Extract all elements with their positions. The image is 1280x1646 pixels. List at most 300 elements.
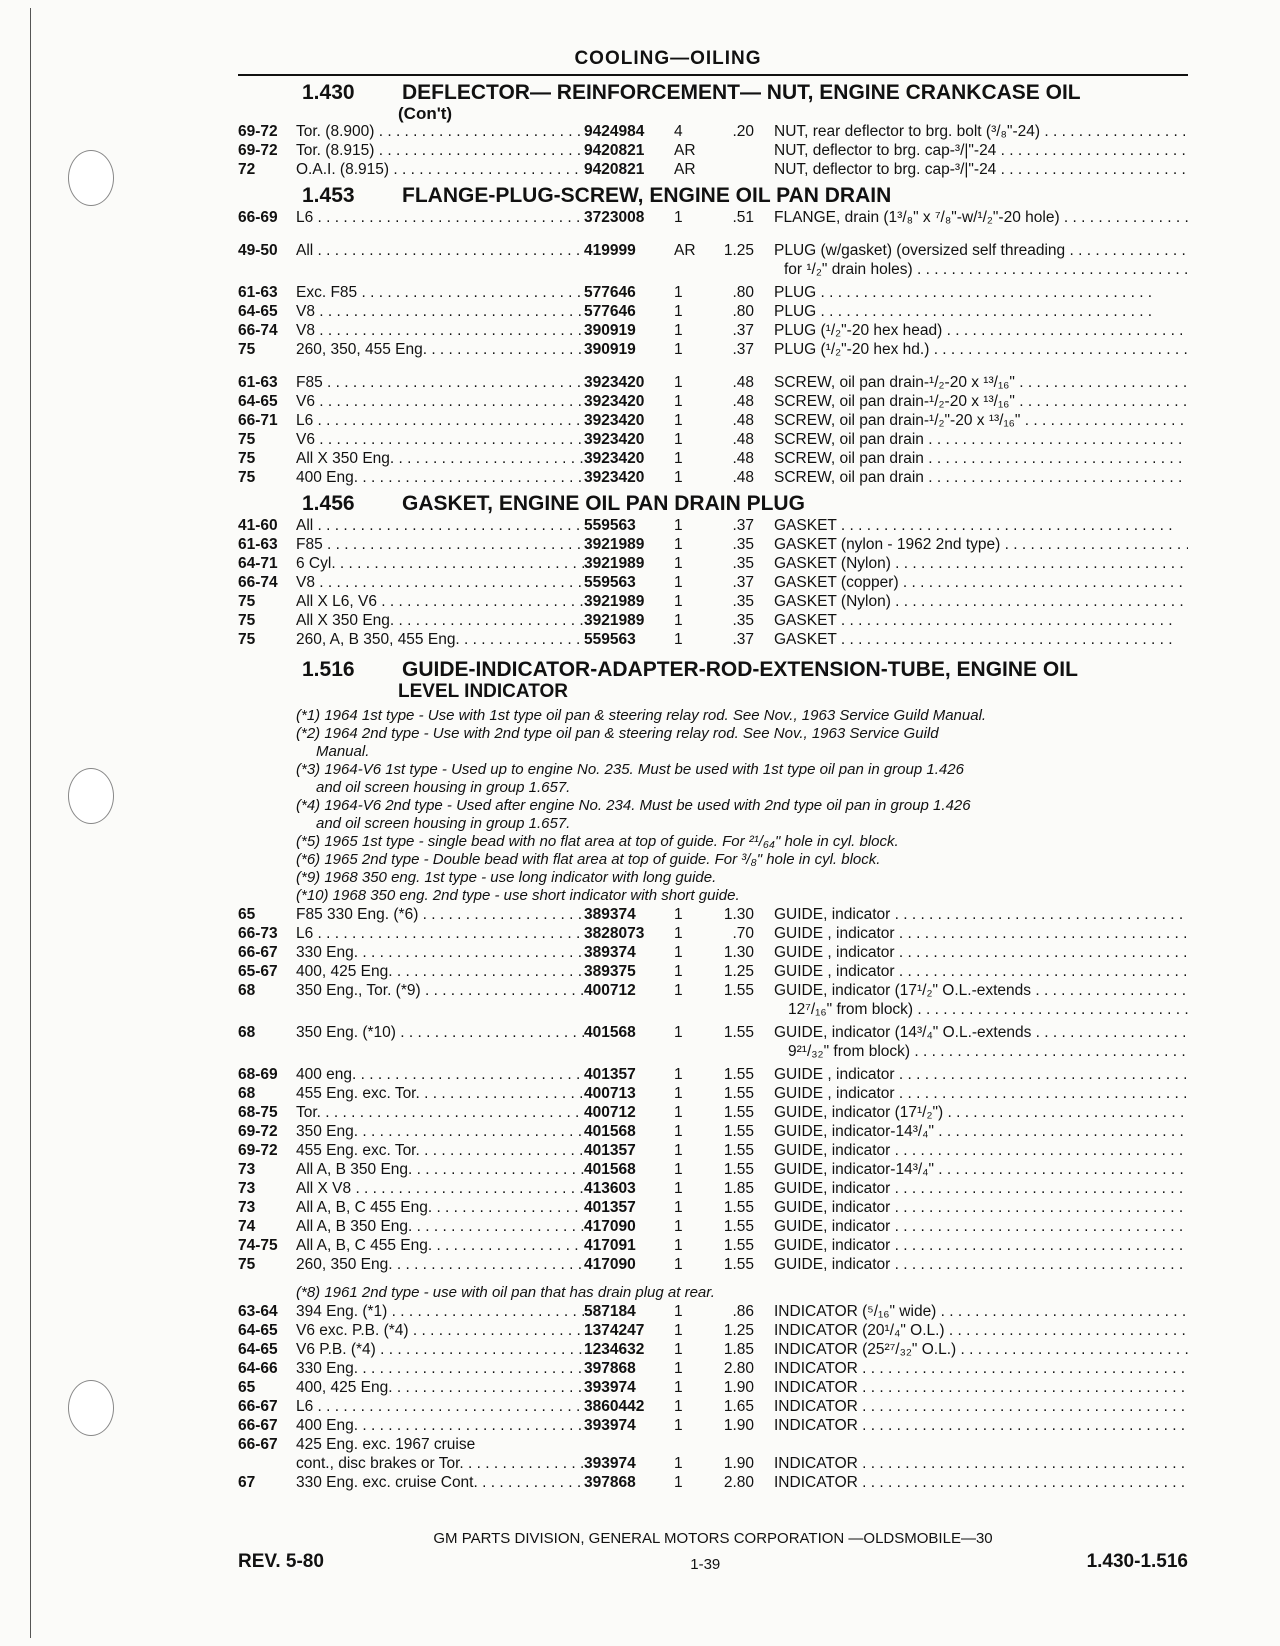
price: 1.85 bbox=[723, 1180, 754, 1197]
price: 1.25 bbox=[723, 963, 754, 980]
quantity: AR bbox=[674, 161, 696, 178]
quantity: AR bbox=[674, 142, 696, 159]
note-line: (*6) 1965 2nd type - Double bead with flat area at top of guide. For ³/₈" hole in cyl. block. bbox=[296, 851, 881, 868]
price: 1.90 bbox=[723, 1455, 754, 1472]
quantity: 1 bbox=[674, 574, 683, 591]
part-number: 9420821 bbox=[584, 142, 645, 159]
section-title: FLANGE-PLUG-SCREW, ENGINE OIL PAN DRAIN bbox=[402, 184, 892, 207]
part-number: 389374 bbox=[584, 906, 636, 923]
quantity: 1 bbox=[674, 303, 683, 320]
price: .35 bbox=[732, 555, 754, 572]
application: L6 . . . bbox=[296, 1397, 584, 1416]
parts-row bbox=[238, 1084, 1188, 1103]
part-number: 419999 bbox=[584, 242, 636, 259]
part-number: 559563 bbox=[584, 574, 636, 591]
application: Tor. . . . bbox=[296, 1103, 584, 1122]
application: O.A.I. (8.915) . . . bbox=[296, 160, 584, 179]
parts-row bbox=[238, 924, 1188, 943]
quantity: 1 bbox=[674, 963, 683, 980]
item-description: GUIDE , indicator . . . bbox=[774, 924, 1188, 943]
part-number: 417091 bbox=[584, 1237, 636, 1254]
application: 330 Eng. . . . bbox=[296, 1359, 584, 1378]
application: 330 Eng. . . . bbox=[296, 943, 584, 962]
parts-row bbox=[238, 373, 1188, 392]
part-number: 393974 bbox=[584, 1455, 636, 1472]
section-number: 1.456 bbox=[302, 492, 355, 515]
part-number: 3923420 bbox=[584, 431, 645, 448]
year-range: 66-71 bbox=[238, 412, 278, 429]
item-description: INDICATOR . . . bbox=[774, 1359, 1188, 1378]
item-description: GUIDE, indicator (17¹/₂" O.L.-extends . . . bbox=[774, 981, 1188, 1000]
part-number: 3828073 bbox=[584, 925, 645, 942]
year-range: 66-67 bbox=[238, 944, 278, 961]
price: 1.55 bbox=[723, 1218, 754, 1235]
part-number: 559563 bbox=[584, 631, 636, 648]
item-description: GUIDE, indicator . . . bbox=[774, 905, 1188, 924]
item-description: PLUG (¹/₂"-20 hex head) . . . bbox=[774, 321, 1188, 340]
quantity: 1 bbox=[674, 944, 683, 961]
quantity: 1 bbox=[674, 341, 683, 358]
part-number: 3923420 bbox=[584, 469, 645, 486]
quantity: 1 bbox=[674, 631, 683, 648]
year-range: 75 bbox=[238, 1256, 256, 1273]
parts-row bbox=[238, 1217, 1188, 1236]
part-number: 401357 bbox=[584, 1142, 636, 1159]
part-number: 9424984 bbox=[584, 123, 645, 140]
year-range: 65-67 bbox=[238, 963, 278, 980]
quantity: 1 bbox=[674, 1123, 683, 1140]
note-8: (*8) 1961 2nd type - use with oil pan that has drain plug at rear. bbox=[296, 1284, 715, 1301]
page-header-title: COOLING—OILING bbox=[574, 48, 762, 69]
revision-label: REV. 5-80 bbox=[238, 1551, 324, 1572]
quantity: 1 bbox=[674, 1085, 683, 1102]
application: 350 Eng. (*10) . . . bbox=[296, 1023, 584, 1042]
item-description: GUIDE, indicator (14³/₄" O.L.-extends . . . bbox=[774, 1023, 1188, 1042]
note-line: and oil screen housing in group 1.657. bbox=[316, 779, 571, 796]
quantity: 1 bbox=[674, 1104, 683, 1121]
price: .48 bbox=[732, 450, 754, 467]
price: .37 bbox=[732, 574, 754, 591]
section-heading-1456 bbox=[238, 493, 1188, 514]
part-number: 417090 bbox=[584, 1256, 636, 1273]
page-footer bbox=[238, 1530, 1188, 1573]
part-number: 393974 bbox=[584, 1417, 636, 1434]
year-range: 66-67 bbox=[238, 1417, 278, 1434]
parts-row bbox=[238, 1103, 1188, 1122]
item-description: GASKET . . . bbox=[774, 630, 1188, 649]
application: 394 Eng. (*1) . . . bbox=[296, 1302, 584, 1321]
section-number: 1.430 bbox=[302, 81, 355, 104]
parts-row bbox=[238, 468, 1188, 487]
part-number: 3723008 bbox=[584, 209, 645, 226]
year-range: 75 bbox=[238, 469, 256, 486]
parts-row bbox=[238, 905, 1188, 924]
application: 400 eng. . . . bbox=[296, 1065, 584, 1084]
quantity: 1 bbox=[674, 555, 683, 572]
part-number: 3923420 bbox=[584, 374, 645, 391]
item-description: SCREW, oil pan drain-¹/₂-20 x ¹³/₁₆" . . . bbox=[774, 392, 1188, 411]
row-flange bbox=[238, 208, 1188, 227]
application: 260, 350 Eng. . . . bbox=[296, 1255, 584, 1274]
item-description: PLUG . . . bbox=[774, 283, 1188, 302]
item-description: GASKET (copper) . . . bbox=[774, 573, 1188, 592]
year-range: 68 bbox=[238, 1024, 256, 1041]
item-description: PLUG . . . bbox=[774, 302, 1188, 321]
item-description: GUIDE, indicator-14³/₄" . . . bbox=[774, 1160, 1188, 1179]
application: 455 Eng. exc. Tor. . . . bbox=[296, 1141, 584, 1160]
application: 400 Eng. . . . bbox=[296, 468, 584, 487]
item-description: INDICATOR (⁵/₁₆" wide) . . . bbox=[774, 1302, 1188, 1321]
item-description: GUIDE , indicator . . . bbox=[774, 1084, 1188, 1103]
item-description: INDICATOR . . . bbox=[774, 1454, 1188, 1473]
parts-row bbox=[238, 1302, 1188, 1321]
item-description: GASKET (Nylon) . . . bbox=[774, 554, 1188, 573]
parts-row bbox=[238, 611, 1188, 630]
application: L6 . . . bbox=[296, 411, 584, 430]
year-range: 73 bbox=[238, 1161, 256, 1178]
year-range: 65 bbox=[238, 906, 256, 923]
application: All A, B, C 455 Eng. . . . bbox=[296, 1198, 584, 1217]
item-description: GUIDE, indicator . . . bbox=[774, 1141, 1188, 1160]
application: Exc. F85 . . . bbox=[296, 283, 584, 302]
price: 1.55 bbox=[723, 1085, 754, 1102]
year-range: 64-66 bbox=[238, 1360, 278, 1377]
quantity: 1 bbox=[674, 1417, 683, 1434]
item-description: SCREW, oil pan drain . . . bbox=[774, 449, 1188, 468]
part-number: 400712 bbox=[584, 1104, 636, 1121]
year-range: 69-72 bbox=[238, 1123, 278, 1140]
row-plug-oversized bbox=[238, 241, 1188, 260]
part-number: 397868 bbox=[584, 1474, 636, 1491]
parts-row bbox=[238, 554, 1188, 573]
application: V6 exc. P.B. (*4) . . . bbox=[296, 1321, 584, 1340]
application: Tor. (8.900) . . . bbox=[296, 122, 584, 141]
application: All X L6, V6 . . . bbox=[296, 592, 584, 611]
parts-row bbox=[238, 630, 1188, 649]
parts-row bbox=[238, 208, 1188, 227]
price: .35 bbox=[732, 612, 754, 629]
quantity: 1 bbox=[674, 1180, 683, 1197]
part-number: 9420821 bbox=[584, 161, 645, 178]
price: 1.55 bbox=[723, 1104, 754, 1121]
section-range: 1.430-1.516 bbox=[1086, 1551, 1188, 1572]
price: .37 bbox=[732, 341, 754, 358]
part-number: 577646 bbox=[584, 303, 636, 320]
quantity: 1 bbox=[674, 517, 683, 534]
item-continuation: 9²¹/₃₂" from block) . . . bbox=[774, 1042, 1188, 1061]
year-range: 68-69 bbox=[238, 1066, 278, 1083]
price: .48 bbox=[732, 374, 754, 391]
rows-plugs bbox=[238, 283, 1188, 359]
price: 2.80 bbox=[723, 1474, 754, 1491]
item-description: SCREW, oil pan drain . . . bbox=[774, 430, 1188, 449]
part-number: 3921989 bbox=[584, 612, 645, 629]
parts-row bbox=[238, 1198, 1188, 1217]
quantity: 1 bbox=[674, 209, 683, 226]
year-range: 66-67 bbox=[238, 1398, 278, 1415]
price: .86 bbox=[732, 1303, 754, 1320]
application: V8 . . . bbox=[296, 321, 584, 340]
application: 350 Eng. . . . bbox=[296, 1122, 584, 1141]
year-range: 75 bbox=[238, 450, 256, 467]
item-description: GUIDE, indicator . . . bbox=[774, 1179, 1188, 1198]
rows-guides-a bbox=[238, 905, 1188, 1000]
item-description: SCREW, oil pan drain-¹/₂-20 x ¹³/₁₆" . . . bbox=[774, 373, 1188, 392]
year-range: 41-60 bbox=[238, 517, 278, 534]
parts-row bbox=[238, 1141, 1188, 1160]
parts-row bbox=[238, 392, 1188, 411]
year-range: 64-65 bbox=[238, 393, 278, 410]
parts-row bbox=[238, 449, 1188, 468]
quantity: 1 bbox=[674, 1303, 683, 1320]
parts-row bbox=[238, 1179, 1188, 1198]
application: 260, 350, 455 Eng. . . . bbox=[296, 340, 584, 359]
application: All X V8 . . . bbox=[296, 1179, 584, 1198]
part-number: 559563 bbox=[584, 517, 636, 534]
item-description: GASKET . . . bbox=[774, 611, 1188, 630]
application: L6 . . . bbox=[296, 208, 584, 227]
year-range: 68-75 bbox=[238, 1104, 278, 1121]
price: .35 bbox=[732, 593, 754, 610]
quantity: 1 bbox=[674, 450, 683, 467]
parts-row bbox=[238, 1416, 1188, 1435]
quantity: 1 bbox=[674, 284, 683, 301]
parts-row bbox=[238, 943, 1188, 962]
application: V6 . . . bbox=[296, 392, 584, 411]
price: .48 bbox=[732, 469, 754, 486]
year-range: 73 bbox=[238, 1199, 256, 1216]
price: 2.80 bbox=[723, 1360, 754, 1377]
application: 330 Eng. exc. cruise Cont. . . . bbox=[296, 1473, 584, 1492]
application: cont., disc brakes or Tor. . . . bbox=[296, 1454, 584, 1473]
price: 1.90 bbox=[723, 1417, 754, 1434]
price: 1.55 bbox=[723, 1142, 754, 1159]
item-description: GUIDE, indicator . . . bbox=[774, 1217, 1188, 1236]
price: .80 bbox=[732, 284, 754, 301]
part-number: 400712 bbox=[584, 982, 636, 999]
note-line: Manual. bbox=[316, 743, 370, 760]
price: 1.55 bbox=[723, 1024, 754, 1041]
price: 1.30 bbox=[723, 906, 754, 923]
parts-row bbox=[238, 1397, 1188, 1416]
price: 1.55 bbox=[723, 1256, 754, 1273]
page-number: 1-39 bbox=[690, 1556, 721, 1573]
quantity: 1 bbox=[674, 393, 683, 410]
application: 6 Cyl. . . . bbox=[296, 554, 584, 573]
parts-row bbox=[238, 141, 1188, 160]
year-range: 68 bbox=[238, 982, 256, 999]
parts-row bbox=[238, 1236, 1188, 1255]
quantity: 1 bbox=[674, 925, 683, 942]
application: All A, B 350 Eng. . . . bbox=[296, 1160, 584, 1179]
parts-row bbox=[238, 592, 1188, 611]
year-range: 72 bbox=[238, 161, 256, 178]
rows-indicators bbox=[238, 1302, 1188, 1435]
application: 400, 425 Eng. . . . bbox=[296, 1378, 584, 1397]
parts-row bbox=[238, 1255, 1188, 1274]
item-continuation: 12⁷/₁₆" from block) . . . bbox=[774, 1000, 1188, 1019]
item-description: INDICATOR . . . bbox=[774, 1397, 1188, 1416]
part-number: 397868 bbox=[584, 1360, 636, 1377]
year-range: 49-50 bbox=[238, 242, 278, 259]
year-range: 61-63 bbox=[238, 374, 278, 391]
item-description: PLUG (w/gasket) (oversized self threading . . . bbox=[774, 241, 1188, 260]
quantity: 1 bbox=[674, 1161, 683, 1178]
application: 350 Eng., Tor. (*9) . . . bbox=[296, 981, 584, 1000]
quantity: 1 bbox=[674, 1199, 683, 1216]
application: V8 . . . bbox=[296, 573, 584, 592]
quantity: 4 bbox=[674, 123, 683, 140]
item-description: NUT, deflector to brg. cap-³/|"-24 . . . bbox=[774, 160, 1188, 179]
parts-row bbox=[238, 962, 1188, 981]
item-description: SCREW, oil pan drain-¹/₂"-20 x ¹³/₁₆" . . . bbox=[774, 411, 1188, 430]
application: 455 Eng. exc. Tor. . . . bbox=[296, 1084, 584, 1103]
parts-row bbox=[238, 535, 1188, 554]
application: All . . . bbox=[296, 241, 584, 260]
parts-row bbox=[238, 1122, 1188, 1141]
application: L6 . . . bbox=[296, 924, 584, 943]
price: .70 bbox=[732, 925, 754, 942]
application: 260, A, B 350, 455 Eng. . . . bbox=[296, 630, 584, 649]
item-description: GASKET (nylon - 1962 2nd type) . . . bbox=[774, 535, 1188, 554]
item-description: NUT, deflector to brg. cap-³/|"-24 . . . bbox=[774, 141, 1188, 160]
year-range: 66-74 bbox=[238, 322, 278, 339]
price bbox=[704, 160, 754, 179]
application: All X 350 Eng. . . . bbox=[296, 449, 584, 468]
quantity: 1 bbox=[674, 1256, 683, 1273]
item-description: FLANGE, drain (1³/₈" x ⁷/₈"-w/¹/₂"-20 hole) . . . bbox=[774, 208, 1188, 227]
year-range: 75 bbox=[238, 612, 256, 629]
application: F85 . . . bbox=[296, 373, 584, 392]
parts-catalog-page bbox=[238, 48, 1188, 1492]
item-description: INDICATOR (20¹/₄" O.L.) . . . bbox=[774, 1321, 1188, 1340]
note-line: and oil screen housing in group 1.657. bbox=[316, 815, 571, 832]
quantity: 1 bbox=[674, 906, 683, 923]
part-number: 401568 bbox=[584, 1161, 636, 1178]
parts-row bbox=[238, 1473, 1188, 1492]
application: All X 350 Eng. . . . bbox=[296, 611, 584, 630]
parts-row bbox=[238, 1378, 1188, 1397]
price bbox=[704, 141, 754, 160]
quantity: 1 bbox=[674, 1142, 683, 1159]
quantity: 1 bbox=[674, 1360, 683, 1377]
note-line: (*4) 1964-V6 2nd type - Used after engine No. 234. Must be used with 2nd type oil pan in group 1.426 bbox=[296, 797, 971, 814]
part-number: 3921989 bbox=[584, 555, 645, 572]
parts-row bbox=[238, 516, 1188, 535]
item-description: NUT, rear deflector to brg. bolt (³/₈"-24) . . . bbox=[774, 122, 1188, 141]
parts-row bbox=[238, 122, 1188, 141]
part-number: 3921989 bbox=[584, 593, 645, 610]
quantity: 1 bbox=[674, 431, 683, 448]
binder-hole-bottom bbox=[68, 1380, 114, 1436]
parts-row bbox=[238, 160, 1188, 179]
section-continued: (Con't) bbox=[398, 104, 453, 123]
quantity: 1 bbox=[674, 1379, 683, 1396]
price: 1.55 bbox=[723, 982, 754, 999]
item-description: INDICATOR . . . bbox=[774, 1473, 1188, 1492]
row-indicator-330 bbox=[238, 1473, 1188, 1492]
parts-row bbox=[238, 430, 1188, 449]
price: .37 bbox=[732, 517, 754, 534]
item-description: GUIDE, indicator . . . bbox=[774, 1236, 1188, 1255]
part-number: 1234632 bbox=[584, 1341, 645, 1358]
parts-row bbox=[238, 1321, 1188, 1340]
year-range: 64-65 bbox=[238, 1341, 278, 1358]
item-description: INDICATOR . . . bbox=[774, 1416, 1188, 1435]
part-number: 400713 bbox=[584, 1085, 636, 1102]
price: 1.55 bbox=[723, 1199, 754, 1216]
year-range: 69-72 bbox=[238, 123, 278, 140]
quantity: 1 bbox=[674, 1237, 683, 1254]
year-range: 75 bbox=[238, 631, 256, 648]
parts-row bbox=[238, 1340, 1188, 1359]
application: 400, 425 Eng. . . . bbox=[296, 962, 584, 981]
parts-row bbox=[238, 321, 1188, 340]
parts-row bbox=[238, 302, 1188, 321]
item-description: INDICATOR . . . bbox=[774, 1378, 1188, 1397]
price: .80 bbox=[732, 303, 754, 320]
row-continuation bbox=[238, 1042, 1188, 1061]
binder-hole-top bbox=[68, 150, 114, 206]
parts-row bbox=[238, 1023, 1188, 1042]
application: V8 . . . bbox=[296, 302, 584, 321]
section-title-line2: LEVEL INDICATOR bbox=[398, 681, 568, 702]
parts-row bbox=[238, 283, 1188, 302]
year-range: 73 bbox=[238, 1180, 256, 1197]
year-range: 61-63 bbox=[238, 284, 278, 301]
price: .37 bbox=[732, 322, 754, 339]
price: 1.25 bbox=[723, 242, 754, 259]
page-edge-line bbox=[30, 8, 32, 1638]
part-number: 389374 bbox=[584, 944, 636, 961]
application: V6 . . . bbox=[296, 430, 584, 449]
price: .37 bbox=[732, 631, 754, 648]
quantity: 1 bbox=[674, 1218, 683, 1235]
quantity: 1 bbox=[674, 322, 683, 339]
year-range: 74 bbox=[238, 1218, 256, 1235]
year-range: 68 bbox=[238, 1085, 256, 1102]
quantity: 1 bbox=[674, 1024, 683, 1041]
year-range: 75 bbox=[238, 341, 256, 358]
quantity: 1 bbox=[674, 1341, 683, 1358]
parts-row bbox=[238, 981, 1188, 1000]
note-line: (*9) 1968 350 eng. 1st type - use long indicator with long guide. bbox=[296, 869, 717, 886]
price: .48 bbox=[732, 393, 754, 410]
rows-screws bbox=[238, 373, 1188, 487]
application: Tor. (8.915) . . . bbox=[296, 141, 584, 160]
part-number: 413603 bbox=[584, 1180, 636, 1197]
part-number: 401568 bbox=[584, 1123, 636, 1140]
section-heading-1453 bbox=[238, 185, 1188, 206]
price: 1.85 bbox=[723, 1341, 754, 1358]
rows-guides-b bbox=[238, 1065, 1188, 1274]
section-title: GASKET, ENGINE OIL PAN DRAIN PLUG bbox=[402, 492, 805, 515]
application: All A, B, C 455 Eng. . . . bbox=[296, 1236, 584, 1255]
price: .48 bbox=[732, 431, 754, 448]
quantity: 1 bbox=[674, 374, 683, 391]
price: 1.55 bbox=[723, 1161, 754, 1178]
year-range bbox=[238, 1454, 296, 1473]
part-number: 401357 bbox=[584, 1199, 636, 1216]
year-range: 66-74 bbox=[238, 574, 278, 591]
quantity: 1 bbox=[674, 469, 683, 486]
application: All A, B 350 Eng. . . . bbox=[296, 1217, 584, 1236]
item-continuation: for ¹/₂" drain holes) . . . bbox=[774, 260, 1188, 279]
year-range: 66-73 bbox=[238, 925, 278, 942]
note-line: (*1) 1964 1st type - Use with 1st type oil pan & steering relay rod. See Nov., 1963 Service Guild Manual. bbox=[296, 707, 987, 724]
year-range: 75 bbox=[238, 593, 256, 610]
part-number: 577646 bbox=[584, 284, 636, 301]
